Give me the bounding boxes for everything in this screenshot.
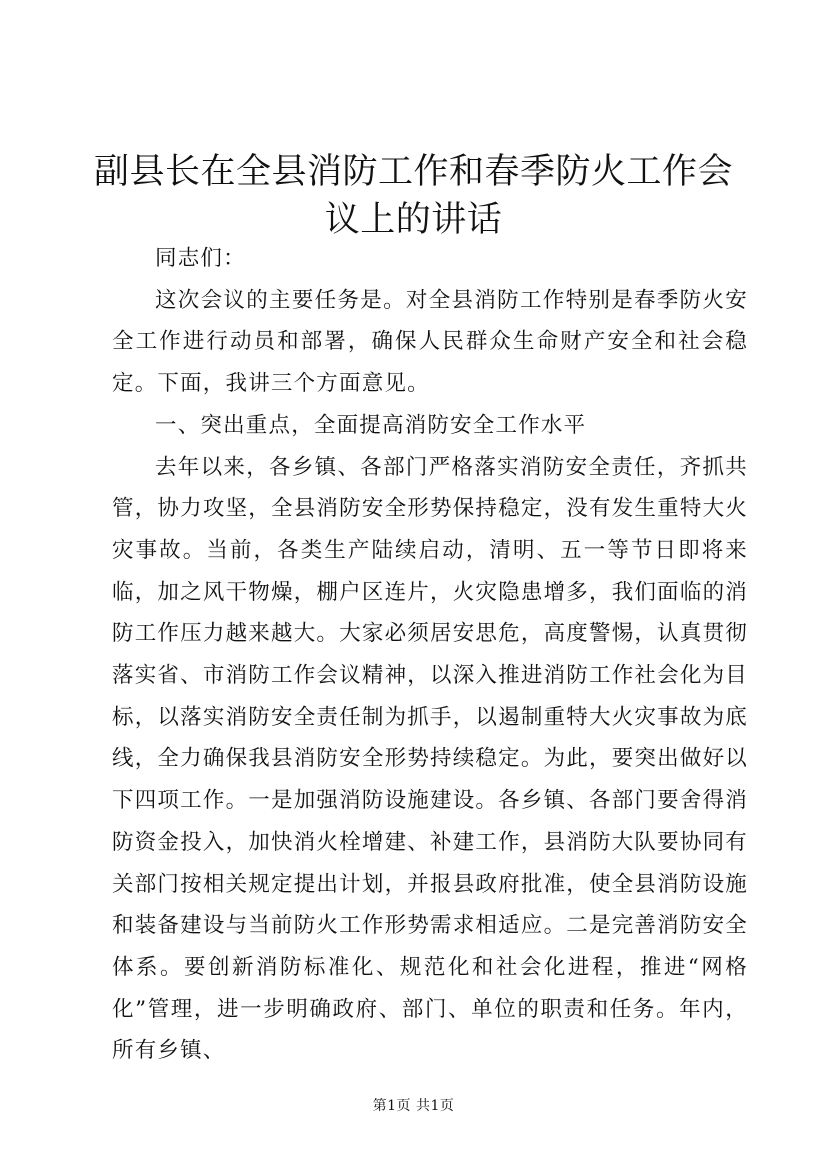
salutation-paragraph: 同志们：: [155, 246, 246, 271]
section-heading: 一、突出重点，全面提高消防安全工作水平: [155, 412, 587, 438]
page-footer: 第1页 共1页: [372, 1098, 455, 1114]
document-body: [112, 238, 748, 1072]
body-paragraph: 去年以来，各乡镇、各部门严格落实消防安全责任，齐抓共管，协力攻坚，全县消防安全形势保持稳定，没有发生重特大火灾事故。当前，各类生产陆续启动，清明、五一等节日即将来临，加之风干物燥，棚户区连片，火灾隐患增多，我们面临的消防工作压力越来越大。大家必须居安思危，高度警惕，认真贯彻落实省、市消防工作会议精神，以深入推进消防工作社会化为目标，以落实消防安全责任制为抓手，以遏制重特大火灾事故为底线，全力确保我县消防安全形势持续稳定。为此，要突出做好以下四项工作。一是加强消防设施建设。各乡镇、各部门要舍得消防资金投入，加快消火栓增建、补建工作，县消防大队要协同有关部门按相关规定提出计划，并报县政府批准，使全县消防设施和装备建设与当前防火工作形势需求相适应。二是完善消防安全体系。要创新消防标准化、规范化和社会化进程，推进“网格化”管理，进一步明确政府、部门、单位的职责和任务。年内，所有乡镇、: [112, 454, 748, 1064]
document-title: 副县长在全县消防工作和春季防火工作会议上的讲话: [93, 152, 733, 240]
intro-paragraph: 这次会议的主要任务是。对全县消防工作特别是春季防火安全工作进行动员和部署，确保人民群众生命财产安全和社会稳定。下面，我讲三个方面意见。: [112, 287, 748, 397]
